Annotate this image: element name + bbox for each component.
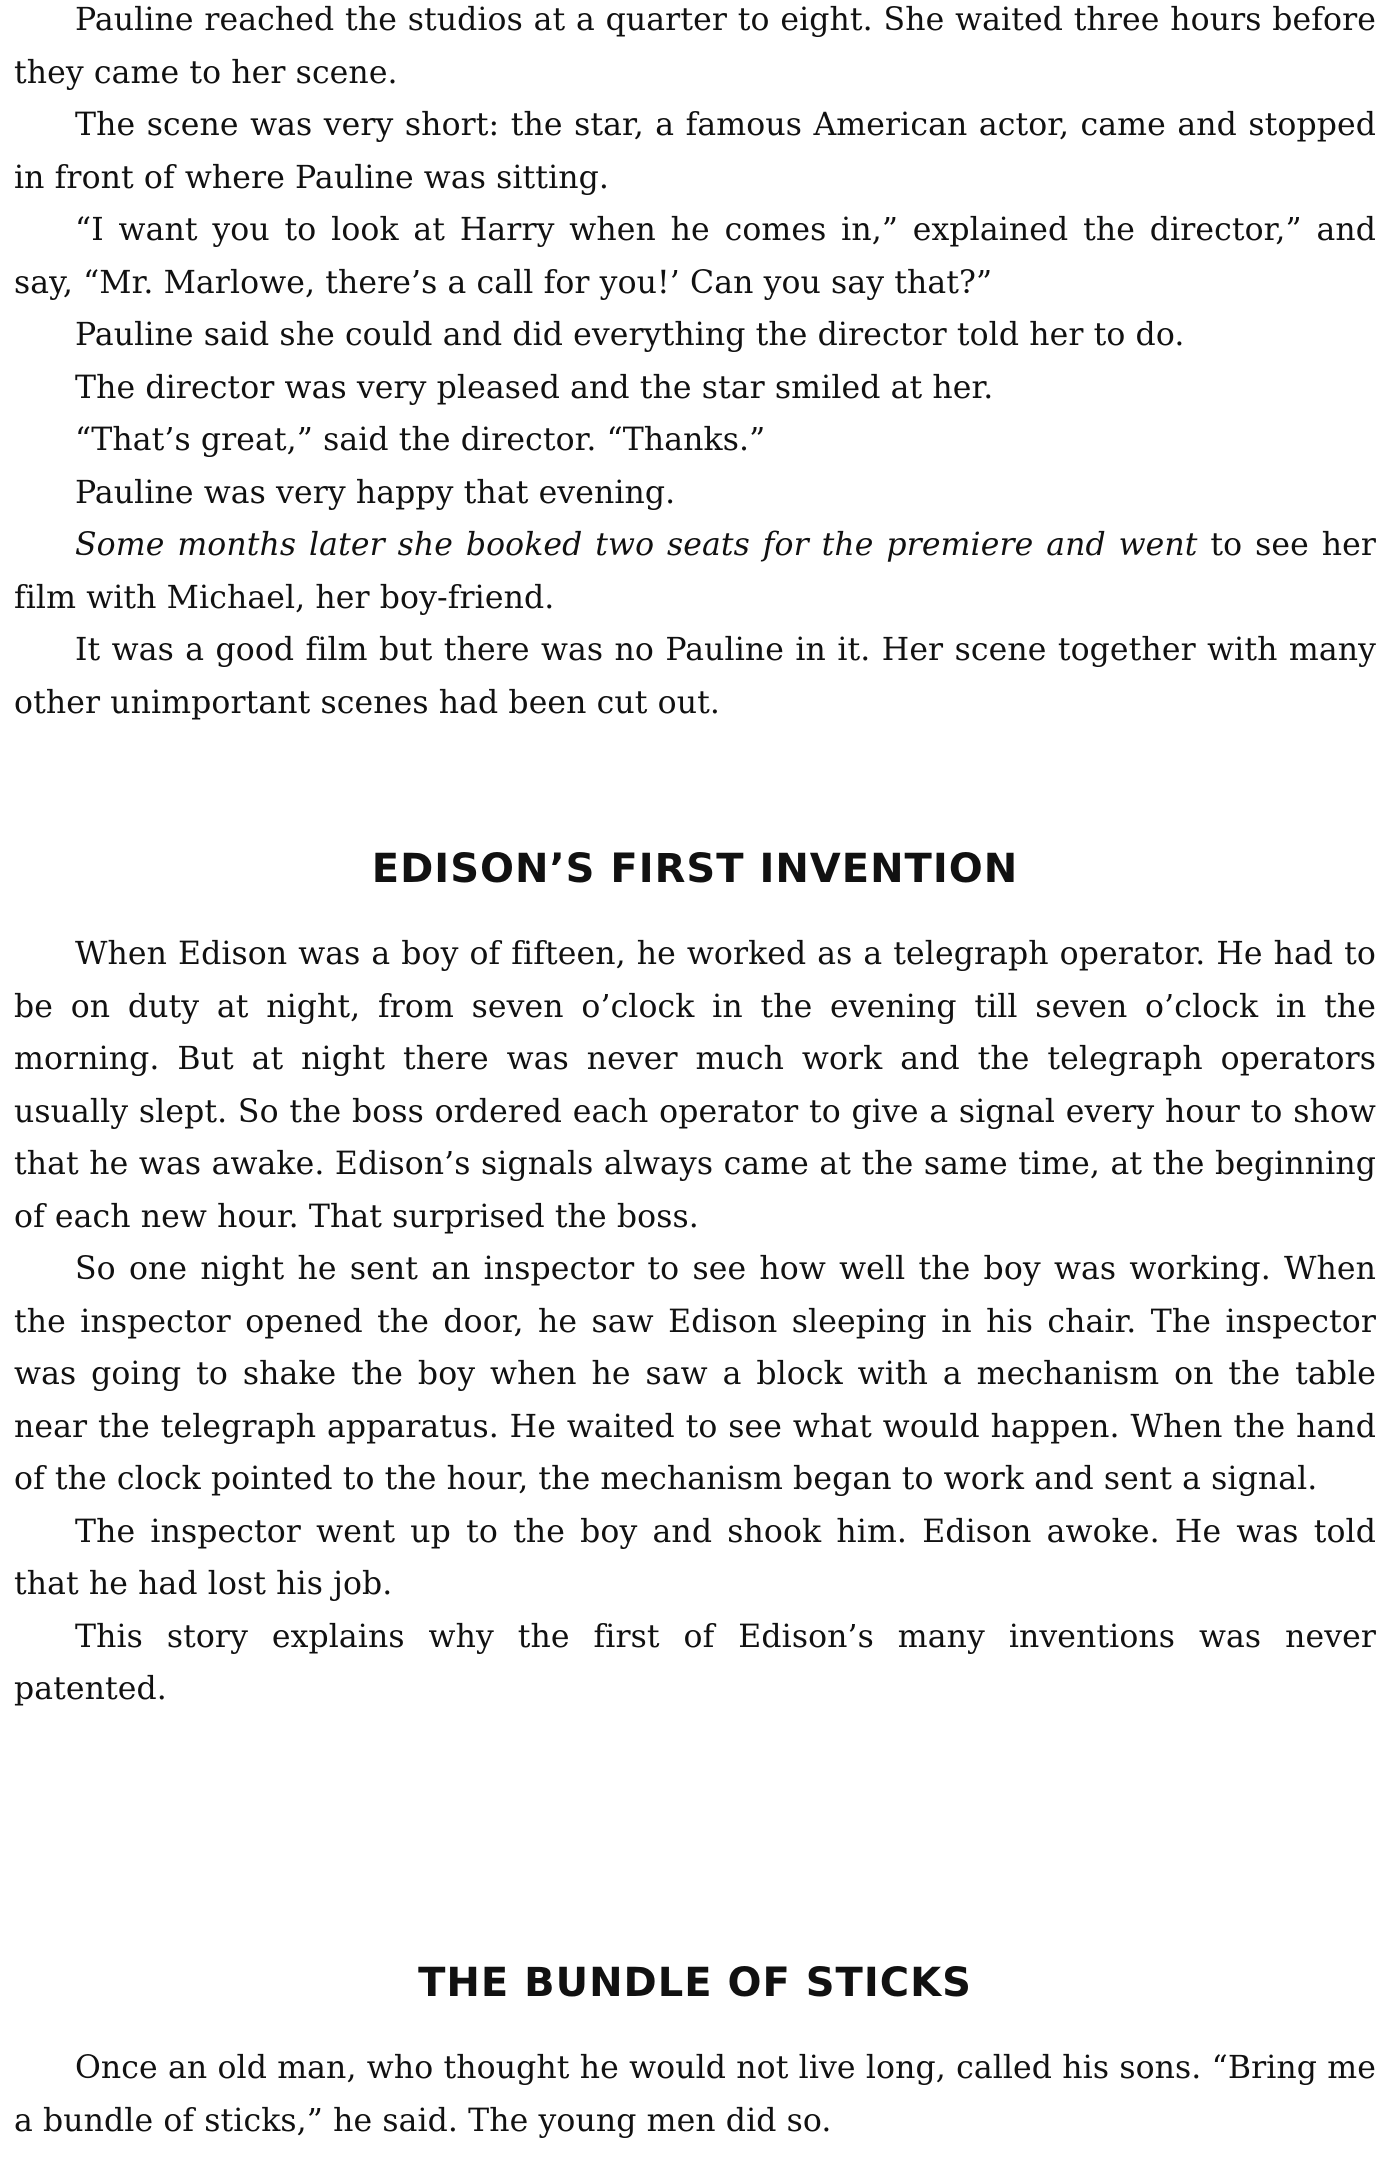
story-section-pauline [14, 0, 1376, 729]
paragraph: Once an old man, who thought he would not live long, called his sons. “Bring me a bundle of sticks,” he said. The young men did so. [14, 2050, 1376, 2139]
paragraph: When Edison was a boy of fifteen, he worked as a telegraph operator. He had to be on duty at night, from seven o’clock in the evening till seven o’clock in the morning. But at night there was never much work and the telegraph operators usually slept. So the boss ordered each operator to give a signal every hour to show that he was awake. Edison’s signals always came at the same time, at the beginning of each new hour. That surprised the boss. [14, 936, 1376, 1235]
paragraph: “I want you to look at Harry when he comes in,” explained the director,” and say, “Mr. Marlowe, there’s a call for you!’ Can you say that?” [14, 212, 1376, 301]
section-heading: THE BUNDLE OF STICKS [418, 1960, 972, 2006]
section-heading: EDISON’S FIRST INVENTION [371, 846, 1019, 892]
paragraph: “That’s great,” said the director. “Thanks.” [75, 422, 766, 458]
paragraph [14, 519, 1376, 624]
paragraph: So one night he sent an inspector to see how well the boy was working. When the inspector opened the door, he saw Edison sleeping in his chair. The inspector was going to shake the boy when he saw a block with a mechanism on the table near the telegraph apparatus. He waited to see what would happen. When the hand of the clock pointed to the hour, the mechanism began to work and sent a signal. [14, 1251, 1376, 1497]
story-section-sticks [14, 2042, 1376, 2147]
paragraph-tail: to see her film with Michael, her boy-friend. [14, 527, 1376, 616]
story-section-edison [14, 928, 1376, 1716]
paragraph: It was a good film but there was no Pauline in it. Her scene together with many other unimportant scenes had been cut out. [14, 632, 1376, 721]
paragraph: Pauline reached the studios at a quarter to eight. She waited three hours before they came to her scene. [14, 2, 1376, 91]
paragraph: The inspector went up to the boy and shook him. Edison awoke. He was told that he had lost his job. [14, 1513, 1376, 1602]
paragraph: The scene was very short: the star, a famous American actor, came and stopped in front of where Pauline was sitting. [14, 107, 1376, 196]
paragraph: This story explains why the first of Edison’s many inventions was never patented. [14, 1618, 1376, 1707]
paragraph: Pauline said she could and did everything the director told her to do. [75, 317, 1185, 353]
italic-text: Some months later she booked two seats for the premiere and went [75, 527, 1198, 563]
paragraph: Pauline was very happy that evening. [75, 474, 676, 511]
paragraph: The director was very pleased and the star smiled at her. [75, 369, 994, 406]
